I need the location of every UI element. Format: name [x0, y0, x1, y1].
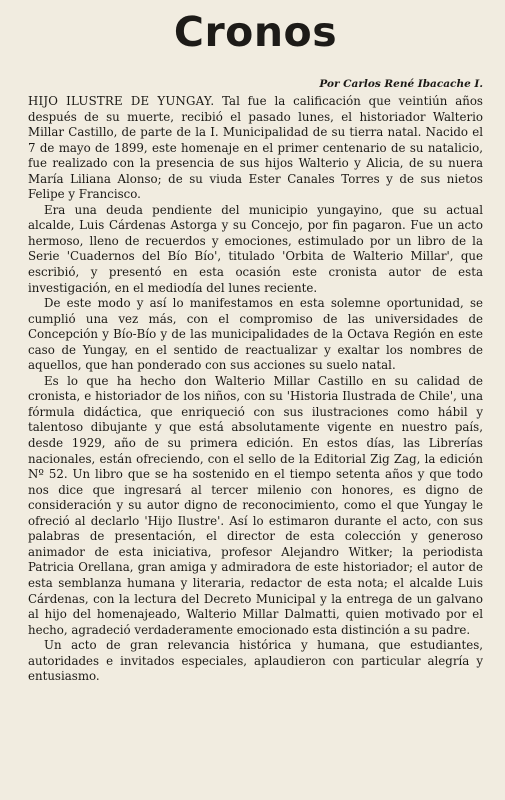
article-paragraph: Es lo que ha hecho don Walterio Millar Castillo en su calidad de cronista, e historiador de los niños, con su 'Historia Ilustrada de Chile', una fórmula didáctica, que enriqueció con sus ilustraciones como hábil y talentoso dibujante y que está absolutamente vigente en nuestro país, desde 1929, año de su primera edición. En estos días, las Librerías nacionales, están ofreciendo, con el sello de la Editorial Zig Zag, la edición Nº 52. Un libro que se ha sostenido en el tiempo setenta años y que todo nos dice que ingresará al tercer milenio con honores, es digno de consideración y su autor digno de reconocimiento, como el que Yungay le ofreció al declarlo 'Hijo Ilustre'. Así lo estimaron durante el acto, con sus palabras de presentación, el director de esta colección y generoso animador de esta iniciativa, profesor Alejandro Witker; la periodista Patricia Orellana, gran amiga y admiradora de este historiador; el autor de esta semblanza humana y literaria, redactor de esta nota; el alcalde Luis Cárdenas, con la lectura del Decreto Municipal y la entrega de un galvano al hijo del homenajeado, Walterio Millar Dalmatti, quien motivado por el hecho, agradeció verdaderamente emocionado esta distinción a su padre.	[28, 373, 483, 637]
author-byline: Por Carlos René Ibacache I.	[319, 78, 483, 90]
article-paragraph: De este modo y así lo manifestamos en esta solemne oportunidad, se cumplió una vez más, con el compromiso de las universidades de Concepción y Bío-Bío y de las municipalidades de la Octava Región en este caso de Yungay, en el sentido de reactualizar y exaltar los nombres de aquellos, que han ponderado con sus acciones su suelo natal.	[28, 296, 483, 373]
article-paragraph	[28, 94, 483, 203]
paragraph-text: Tal fue la calificación que veintiún años después de su muerte, recibió el pasado lunes, el historiador Walterio Millar Castillo, de parte de la I. Municipalidad de su tierra natal. Nacido el 7 de mayo de 1899, este homenaje en el primer centenario de su natalicio, fue realizado con la presencia de sus hijos Walterio y Alicia, de su nuera María Liliana Alonso; de su viuda Ester Canales Torres y de sus nietos Felipe y Francisco.	[28, 94, 483, 202]
lead-heading: HIJO ILUSTRE DE YUNGAY.	[28, 94, 215, 108]
article-body	[28, 94, 483, 685]
column-title: Cronos	[173, 8, 338, 56]
article-paragraph: Un acto de gran relevancia histórica y humana, que estudiantes, autoridades e invitados especiales, aplaudieron con particular alegría y entusiasmo.	[28, 638, 483, 684]
article-paragraph: Era una deuda pendiente del municipio yungayino, que su actual alcalde, Luis Cárdenas Astorga y su Concejo, por fin pagaron. Fue un acto hermoso, lleno de recuerdos y emociones, estimulado por un libro de la Serie 'Cuadernos del Bío Bío', titulado 'Orbita de Walterio Millar', que escribió, y presentó en esta ocasión este cronista autor de esta investigación, en el mediodía del lunes reciente.	[28, 202, 483, 295]
